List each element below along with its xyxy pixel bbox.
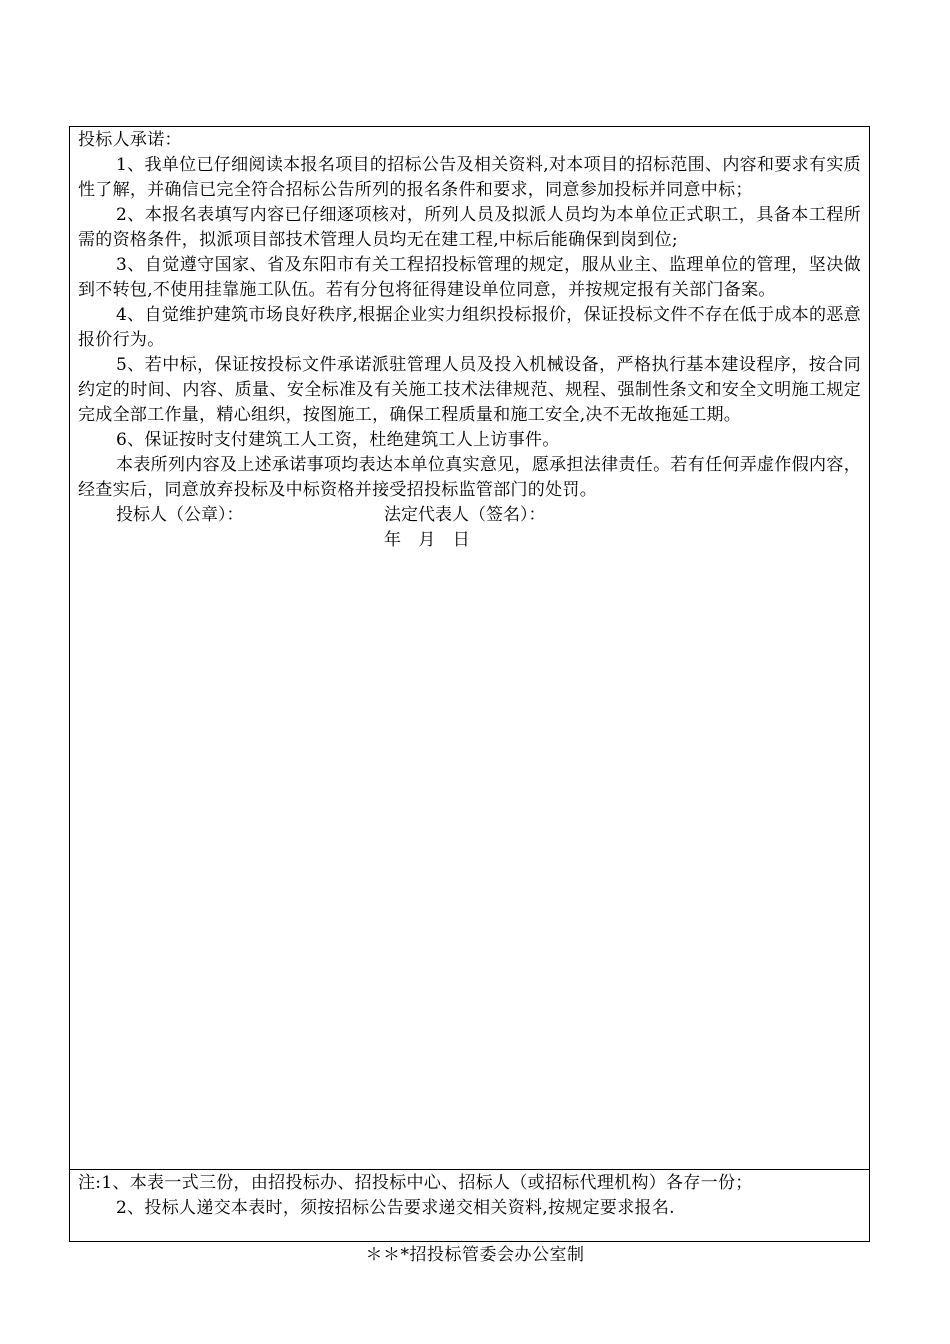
commitment-item-3: 3、自觉遵守国家、省及东阳市有关工程招投标管理的规定，服从业主、监理单位的管理，坚决做到不转包,不使用挂靠施工队伍。若有分包将征得建设单位同意，并按规定报有关部门备案。 [78,255,861,300]
commitment-item-6: 6、保证按时支付建筑工人工资，杜绝建筑工人上访事件。 [116,430,560,450]
commitment-section [70,127,869,1170]
commitment-item-5: 5、若中标，保证按投标文件承诺派驻管理人员及投入机械设备，严格执行基本建设程序，按合同约定的时间、内容、质量、安全标准及有关施工技术法律规范、规程、强制性条文和安全文明施工规定完成全部工作量，精心组织，按图施工，确保工程质量和施工安全,决不无故拖延工期。 [78,355,861,425]
signature-row [78,503,861,528]
note-line-2: 2、投标人递交本表时，须按招标公告要求递交相关资料,按规定要求报名. [116,1198,675,1218]
commitment-item-1: 1、我单位已仔细阅读本报名项目的招标公告及相关资料,对本项目的招标范围、内容和要求有实质性了解，并确信已完全符合招标公告所列的报名条件和要求，同意参加投标并同意中标； [78,155,861,200]
date-row [78,528,861,553]
commitment-heading: 投标人承诺： [78,130,182,150]
commitment-item-4: 4、自觉维护建筑市场良好秩序,根据企业实力组织投标报价，保证投标文件不存在低于成本的恶意报价行为。 [78,305,861,350]
note-line-1: 注:1、本表一式三份，由招投标办、招投标中心、招标人（或招标代理机构）各存一份； [78,1173,753,1193]
issuer-footer: ＊＊*招投标管委会办公室制 [365,1245,585,1265]
commitment-form [69,126,870,1242]
commitment-item-2: 2、本报名表填写内容已仔细逐项核对，所列人员及拟派人员均为本单位正式职工，具备本工程所需的资格条件，拟派项目部技术管理人员均无在建工程,中标后能确保到岗到位; [78,205,861,250]
notes-section [70,1170,869,1242]
date-label: 年 月 日 [384,530,470,550]
legal-rep-signature-label: 法定代表人（签名）： [384,505,546,525]
bidder-seal-label: 投标人（公章）： [116,505,244,525]
commitment-declaration: 本表所列内容及上述承诺事项均表达本单位真实意见，愿承担法律责任。若有任何弄虚作假内容，经查实后，同意放弃投标及中标资格并接受招投标监管部门的处罚。 [78,455,861,500]
